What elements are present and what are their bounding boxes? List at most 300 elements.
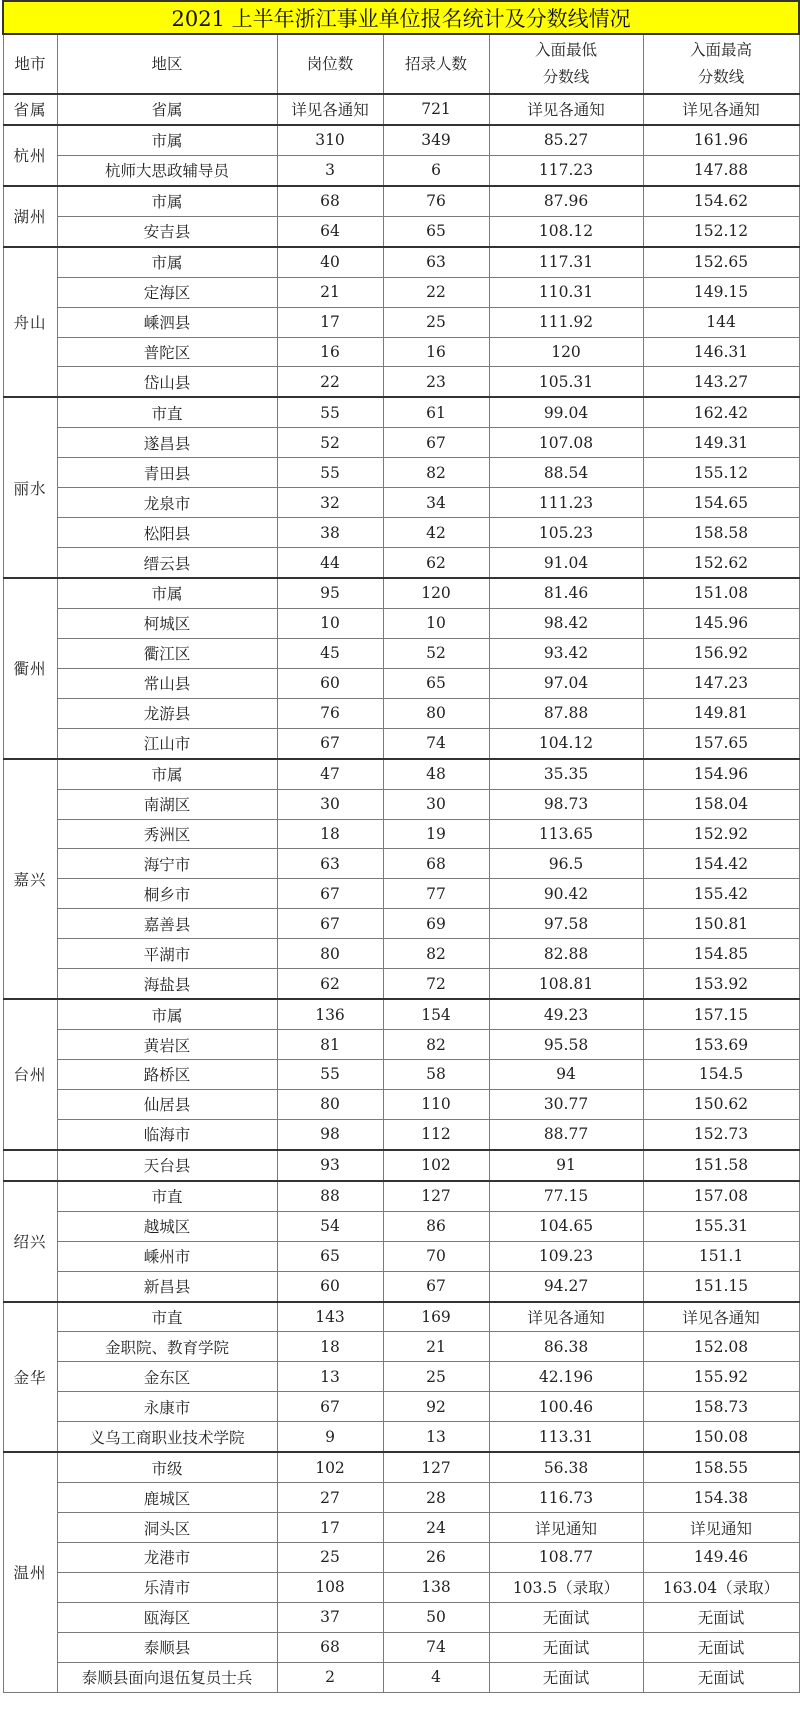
min-score-cell: 无面试 [489,1602,643,1632]
hires-cell: 63 [383,247,489,277]
min-score-cell: 113.31 [489,1422,643,1452]
posts-cell: 32 [277,488,383,518]
hires-cell: 112 [383,1119,489,1149]
posts-cell: 65 [277,1241,383,1271]
min-score-cell: 116.73 [489,1483,643,1513]
max-score-cell: 149.81 [643,698,799,728]
table-row [3,1452,799,1482]
posts-cell: 17 [277,307,383,337]
min-score-cell: 97.04 [489,668,643,698]
max-score-cell: 161.96 [643,125,799,155]
posts-cell: 136 [277,999,383,1029]
max-score-cell: 157.08 [643,1181,799,1211]
max-score-cell: 162.42 [643,397,799,427]
table-row [3,819,799,849]
max-score-cell: 152.92 [643,819,799,849]
table-row [3,458,799,488]
hires-cell: 19 [383,819,489,849]
min-score-cell: 30.77 [489,1089,643,1119]
max-score-cell: 153.69 [643,1030,799,1060]
hires-cell: 50 [383,1602,489,1632]
posts-cell: 54 [277,1211,383,1241]
table-body [3,94,799,1692]
max-score-label-1: 入面最高 [690,41,753,59]
table-row [3,1181,799,1211]
posts-cell: 95 [277,578,383,608]
min-score-cell: 无面试 [489,1632,643,1662]
hires-cell: 77 [383,879,489,909]
district-cell: 南湖区 [57,789,277,819]
hires-cell: 30 [383,789,489,819]
district-cell: 市属 [57,125,277,155]
hires-cell: 110 [383,1089,489,1119]
hires-cell: 22 [383,277,489,307]
posts-cell: 108 [277,1572,383,1602]
max-score-cell: 150.62 [643,1089,799,1119]
min-score-cell: 104.65 [489,1211,643,1241]
min-score-cell: 110.31 [489,277,643,307]
table-row [3,999,799,1029]
min-score-cell: 42.196 [489,1362,643,1392]
posts-cell: 55 [277,1060,383,1090]
district-cell: 岱山县 [57,367,277,397]
max-score-cell: 详见通知 [643,1513,799,1543]
district-cell: 松阳县 [57,518,277,548]
table-row [3,698,799,728]
district-cell: 临海市 [57,1119,277,1149]
posts-cell: 45 [277,638,383,668]
district-cell: 秀洲区 [57,819,277,849]
table-row [3,247,799,277]
district-cell: 鹿城区 [57,1483,277,1513]
posts-cell: 81 [277,1030,383,1060]
district-cell: 安吉县 [57,216,277,246]
table-row [3,277,799,307]
hires-cell: 58 [383,1060,489,1090]
hires-cell: 74 [383,728,489,758]
district-cell: 衢江区 [57,638,277,668]
city-cell: 湖州 [3,186,57,247]
district-cell: 桐乡市 [57,879,277,909]
min-score-cell: 104.12 [489,728,643,758]
posts-cell: 62 [277,969,383,999]
posts-cell: 13 [277,1362,383,1392]
min-score-cell: 113.65 [489,819,643,849]
max-score-cell: 150.81 [643,909,799,939]
district-cell: 路桥区 [57,1060,277,1090]
min-score-cell: 105.23 [489,518,643,548]
posts-cell: 310 [277,125,383,155]
hires-cell: 76 [383,186,489,216]
table-row [3,728,799,758]
hires-cell: 4 [383,1662,489,1692]
table-row [3,1483,799,1513]
col-header-district: 地区 [57,34,277,94]
hires-cell: 86 [383,1211,489,1241]
hires-cell: 26 [383,1543,489,1573]
table-row [3,1362,799,1392]
posts-cell: 60 [277,668,383,698]
min-score-cell: 109.23 [489,1241,643,1271]
posts-cell: 2 [277,1662,383,1692]
table-row [3,1392,799,1422]
table-row [3,367,799,397]
header-row [3,34,799,94]
score-table [2,0,800,1693]
district-cell: 缙云县 [57,548,277,578]
table-row [3,1150,799,1181]
max-score-cell: 158.04 [643,789,799,819]
table-row [3,879,799,909]
hires-cell: 65 [383,668,489,698]
min-score-cell: 111.23 [489,488,643,518]
max-score-cell: 149.46 [643,1543,799,1573]
table-row [3,1211,799,1241]
posts-cell: 38 [277,518,383,548]
posts-cell: 67 [277,879,383,909]
min-score-cell: 111.92 [489,307,643,337]
max-score-cell: 157.65 [643,728,799,758]
max-score-cell: 147.23 [643,668,799,698]
posts-cell: 80 [277,939,383,969]
posts-cell: 3 [277,155,383,185]
min-score-cell: 108.12 [489,216,643,246]
min-score-cell: 105.31 [489,367,643,397]
district-cell: 市直 [57,1302,277,1332]
district-cell: 龙泉市 [57,488,277,518]
district-cell: 海盐县 [57,969,277,999]
posts-cell: 44 [277,548,383,578]
posts-cell: 143 [277,1302,383,1332]
table-row [3,1302,799,1332]
district-cell: 永康市 [57,1392,277,1422]
max-score-cell: 152.73 [643,1119,799,1149]
hires-cell: 82 [383,939,489,969]
posts-cell: 67 [277,728,383,758]
posts-cell: 详见各通知 [277,94,383,125]
hires-cell: 23 [383,367,489,397]
posts-cell: 64 [277,216,383,246]
max-score-cell: 158.58 [643,518,799,548]
max-score-cell: 163.04（录取） [643,1572,799,1602]
min-score-cell: 87.88 [489,698,643,728]
max-score-cell: 144 [643,307,799,337]
table-row [3,1030,799,1060]
table-row [3,548,799,578]
table-row [3,849,799,879]
hires-cell: 169 [383,1302,489,1332]
max-score-cell: 149.31 [643,428,799,458]
min-score-cell: 99.04 [489,397,643,427]
table-row [3,578,799,608]
table-row [3,1543,799,1573]
min-score-cell: 107.08 [489,428,643,458]
district-cell: 泰顺县 [57,1632,277,1662]
col-header-city: 地市 [3,34,57,94]
district-cell: 市直 [57,397,277,427]
hires-cell: 25 [383,1362,489,1392]
district-cell: 嘉善县 [57,909,277,939]
table-row [3,789,799,819]
district-cell: 乐清市 [57,1572,277,1602]
hires-cell: 25 [383,307,489,337]
posts-cell: 10 [277,608,383,638]
district-cell: 市属 [57,578,277,608]
district-cell: 瓯海区 [57,1602,277,1632]
posts-cell: 80 [277,1089,383,1119]
min-score-label-1: 入面最低 [534,41,597,59]
district-cell: 杭师大思政辅导员 [57,155,277,185]
max-score-cell: 151.58 [643,1150,799,1181]
city-cell: 台州 [3,999,57,1150]
max-score-cell: 158.55 [643,1452,799,1482]
min-score-cell: 85.27 [489,125,643,155]
posts-cell: 22 [277,367,383,397]
min-score-cell: 详见各通知 [489,94,643,125]
min-score-cell: 97.58 [489,909,643,939]
district-cell: 嵊州市 [57,1241,277,1271]
table-row [3,638,799,668]
hires-cell: 154 [383,999,489,1029]
min-score-cell: 108.81 [489,969,643,999]
hires-cell: 127 [383,1452,489,1482]
city-cell: 丽水 [3,397,57,578]
district-cell: 新昌县 [57,1271,277,1301]
district-cell: 金职院、教育学院 [57,1332,277,1362]
city-cell: 嘉兴 [3,759,57,1000]
max-score-cell: 详见各通知 [643,1302,799,1332]
max-score-cell: 151.1 [643,1241,799,1271]
district-cell: 龙游县 [57,698,277,728]
hires-cell: 67 [383,428,489,458]
district-cell: 平湖市 [57,939,277,969]
hires-cell: 70 [383,1241,489,1271]
posts-cell: 68 [277,186,383,216]
hires-cell: 82 [383,458,489,488]
max-score-cell: 155.42 [643,879,799,909]
max-score-cell: 146.31 [643,337,799,367]
max-score-cell: 152.12 [643,216,799,246]
max-score-cell: 150.08 [643,1422,799,1452]
max-score-cell: 154.85 [643,939,799,969]
col-header-hires: 招录人数 [383,34,489,94]
max-score-cell: 145.96 [643,608,799,638]
min-score-cell: 88.54 [489,458,643,488]
min-score-cell: 87.96 [489,186,643,216]
min-score-cell: 81.46 [489,578,643,608]
min-score-cell: 117.23 [489,155,643,185]
min-score-cell: 108.77 [489,1543,643,1573]
hires-cell: 120 [383,578,489,608]
hires-cell: 6 [383,155,489,185]
min-score-cell: 77.15 [489,1181,643,1211]
district-cell: 常山县 [57,668,277,698]
table-row [3,1572,799,1602]
posts-cell: 21 [277,277,383,307]
hires-cell: 72 [383,969,489,999]
district-cell: 仙居县 [57,1089,277,1119]
table-row [3,125,799,155]
hires-cell: 349 [383,125,489,155]
min-score-cell: 100.46 [489,1392,643,1422]
table-row [3,1241,799,1271]
table-row [3,307,799,337]
hires-cell: 721 [383,94,489,125]
district-cell: 市属 [57,759,277,789]
table-row [3,397,799,427]
min-score-cell: 95.58 [489,1030,643,1060]
hires-cell: 82 [383,1030,489,1060]
hires-cell: 28 [383,1483,489,1513]
table-row [3,155,799,185]
max-score-cell: 无面试 [643,1602,799,1632]
city-cell: 金华 [3,1302,57,1453]
max-score-cell: 152.65 [643,247,799,277]
posts-cell: 102 [277,1452,383,1482]
table-row [3,1422,799,1452]
min-score-cell: 详见通知 [489,1513,643,1543]
table-row [3,488,799,518]
posts-cell: 55 [277,458,383,488]
max-score-cell: 151.08 [643,578,799,608]
table-row [3,1271,799,1301]
district-cell: 省属 [57,94,277,125]
table-row [3,337,799,367]
district-cell: 泰顺县面向退伍复员士兵 [57,1662,277,1692]
posts-cell: 27 [277,1483,383,1513]
min-score-label-2: 分数线 [542,68,590,86]
posts-cell: 18 [277,819,383,849]
max-score-cell: 143.27 [643,367,799,397]
posts-cell: 88 [277,1181,383,1211]
table-row [3,909,799,939]
hires-cell: 34 [383,488,489,518]
hires-cell: 61 [383,397,489,427]
min-score-cell: 详见各通知 [489,1302,643,1332]
min-score-cell: 103.5（录取） [489,1572,643,1602]
posts-cell: 9 [277,1422,383,1452]
city-cell: 舟山 [3,247,57,398]
min-score-cell: 49.23 [489,999,643,1029]
hires-cell: 102 [383,1150,489,1181]
city-cell: 温州 [3,1452,57,1692]
district-cell: 普陀区 [57,337,277,367]
max-score-cell: 155.92 [643,1362,799,1392]
district-cell: 市属 [57,999,277,1029]
hires-cell: 74 [383,1632,489,1662]
max-score-cell: 149.15 [643,277,799,307]
max-score-cell: 154.5 [643,1060,799,1090]
posts-cell: 93 [277,1150,383,1181]
min-score-cell: 117.31 [489,247,643,277]
posts-cell: 60 [277,1271,383,1301]
min-score-cell: 91 [489,1150,643,1181]
table-row [3,939,799,969]
table-row [3,518,799,548]
posts-cell: 37 [277,1602,383,1632]
max-score-cell: 152.08 [643,1332,799,1362]
min-score-cell: 94 [489,1060,643,1090]
posts-cell: 17 [277,1513,383,1543]
hires-cell: 65 [383,216,489,246]
posts-cell: 52 [277,428,383,458]
hires-cell: 13 [383,1422,489,1452]
district-cell: 洞头区 [57,1513,277,1543]
hires-cell: 138 [383,1572,489,1602]
city-cell: 杭州 [3,125,57,186]
col-header-min-score [489,34,643,94]
table-title: 2021 上半年浙江事业单位报名统计及分数线情况 [3,1,799,34]
max-score-cell: 157.15 [643,999,799,1029]
max-score-cell: 151.15 [643,1271,799,1301]
posts-cell: 40 [277,247,383,277]
hires-cell: 42 [383,518,489,548]
city-cell: 省属 [3,94,57,125]
min-score-cell: 90.42 [489,879,643,909]
district-cell: 嵊泗县 [57,307,277,337]
posts-cell: 67 [277,1392,383,1422]
hires-cell: 21 [383,1332,489,1362]
min-score-cell: 82.88 [489,939,643,969]
max-score-cell: 无面试 [643,1662,799,1692]
hires-cell: 16 [383,337,489,367]
hires-cell: 10 [383,608,489,638]
min-score-cell: 93.42 [489,638,643,668]
max-score-cell: 155.31 [643,1211,799,1241]
min-score-cell: 120 [489,337,643,367]
max-score-cell: 153.92 [643,969,799,999]
max-score-cell: 154.42 [643,849,799,879]
district-cell: 江山市 [57,728,277,758]
hires-cell: 67 [383,1271,489,1301]
posts-cell: 30 [277,789,383,819]
hires-cell: 92 [383,1392,489,1422]
table-row [3,428,799,458]
table-row [3,94,799,125]
district-cell: 青田县 [57,458,277,488]
min-score-cell: 96.5 [489,849,643,879]
hires-cell: 24 [383,1513,489,1543]
posts-cell: 25 [277,1543,383,1573]
posts-cell: 63 [277,849,383,879]
district-cell: 义乌工商职业技术学院 [57,1422,277,1452]
table-row [3,186,799,216]
district-cell: 海宁市 [57,849,277,879]
max-score-cell: 详见各通知 [643,94,799,125]
hires-cell: 68 [383,849,489,879]
max-score-label-2: 分数线 [697,68,745,86]
table-row [3,1513,799,1543]
district-cell: 天台县 [57,1150,277,1181]
max-score-cell: 无面试 [643,1632,799,1662]
posts-cell: 67 [277,909,383,939]
hires-cell: 80 [383,698,489,728]
table-row [3,608,799,638]
table-row [3,1632,799,1662]
district-cell: 龙港市 [57,1543,277,1573]
table-row [3,1119,799,1149]
table-row [3,1332,799,1362]
city-cell: 绍兴 [3,1181,57,1302]
hires-cell: 127 [383,1181,489,1211]
col-header-max-score [643,34,799,94]
table-row [3,216,799,246]
table-row [3,1602,799,1632]
district-cell: 市直 [57,1181,277,1211]
min-score-cell: 无面试 [489,1662,643,1692]
max-score-cell: 156.92 [643,638,799,668]
posts-cell: 47 [277,759,383,789]
